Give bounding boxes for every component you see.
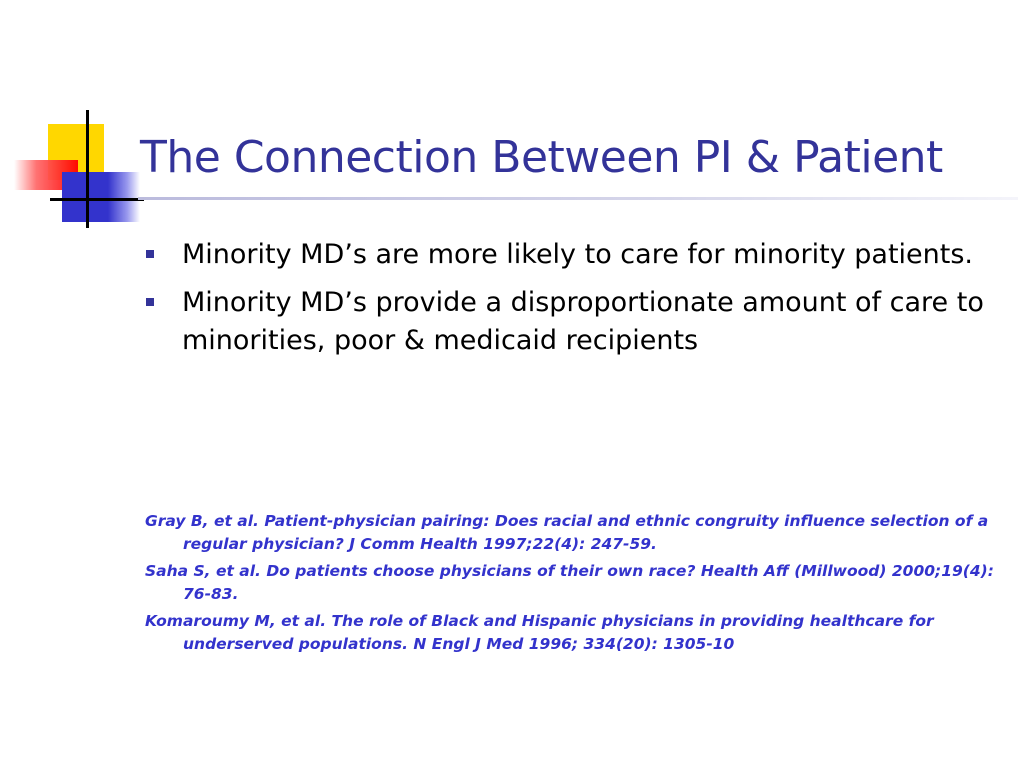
- reference-item: Gray B, et al. Patient-physician pairing: Does racial and ethnic congruity influence selection of a regular physician? J Comm Health 1997;22(4): 247-59.: [145, 512, 989, 553]
- square-bullet-icon: [146, 250, 154, 258]
- reference-item: Saha S, et al. Do patients choose physicians of their own race? Health Aff (Millwood) 2000;19(4): 76-83.: [145, 562, 994, 603]
- bullet-list: [146, 236, 986, 370]
- reference-item: Komaroumy M, et al. The role of Black and Hispanic physicians in providing healthcare for underserved populations. N Engl J Med 1996; 334(20): 1305-10: [145, 612, 934, 653]
- logo-horizontal-line: [50, 198, 144, 201]
- decorative-logo: [0, 0, 140, 240]
- logo-vertical-line: [86, 110, 89, 228]
- bullet-item: [146, 236, 986, 274]
- reference-list: [145, 510, 1005, 660]
- bullet-text: Minority MD’s provide a disproportionate amount of care to minorities, poor & medicaid recipients: [182, 287, 984, 356]
- title-underline: [138, 197, 1018, 200]
- bullet-text: Minority MD’s are more likely to care for minority patients.: [182, 239, 974, 270]
- logo-blue-fade: [108, 172, 140, 222]
- square-bullet-icon: [146, 298, 154, 306]
- logo-blue-square: [62, 172, 108, 222]
- slide-title: The Connection Between PI & Patient: [140, 132, 943, 183]
- bullet-item: [146, 284, 986, 360]
